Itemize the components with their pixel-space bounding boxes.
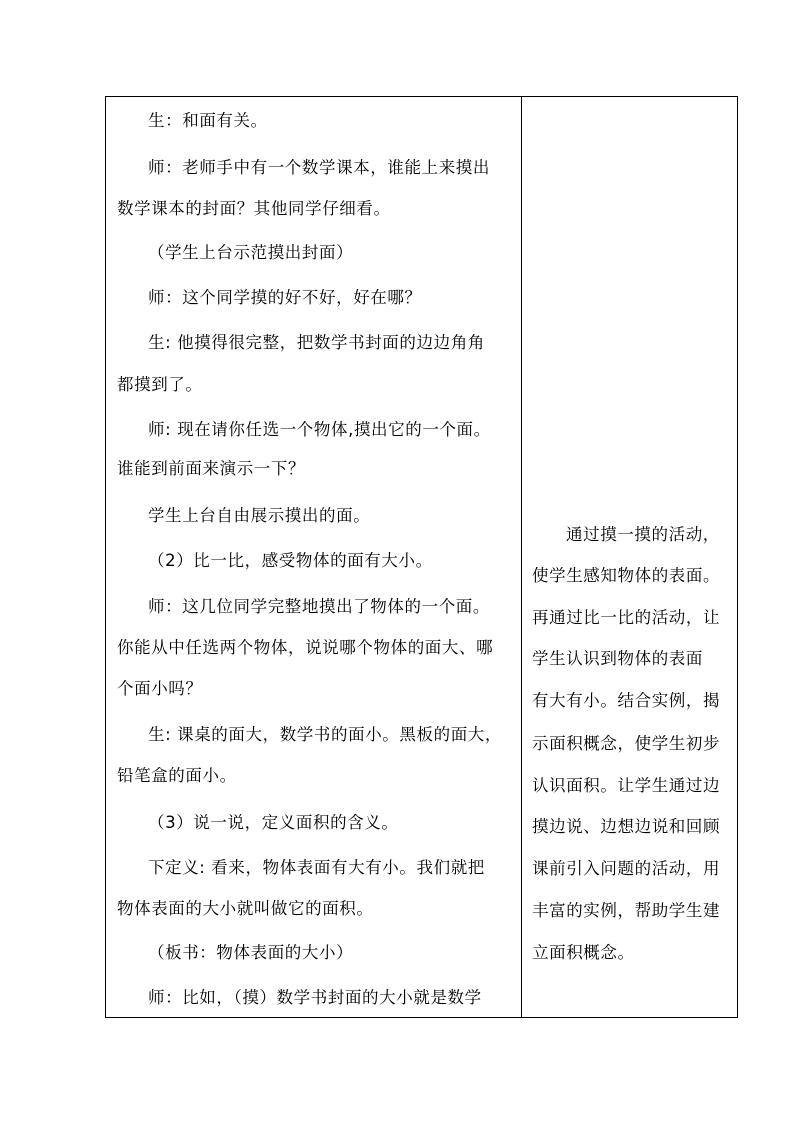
text-line: 摸边说、边想边说和回顾 [532, 817, 721, 836]
text-line: 下定义: 看来，物体表面有大有小。我们就把 [148, 858, 485, 877]
text-line: 使学生感知物体的表面。 [532, 566, 721, 585]
text-line: 数学课本的封面？其他同学仔细看。 [117, 199, 391, 218]
text-line: 师：这几位同学完整地摸出了物体的一个面。 [148, 597, 490, 616]
text-line: 学生认识到物体的表面 [532, 649, 703, 668]
text-line: 物体表面的大小就叫做它的面积。 [117, 899, 374, 918]
text-line: 认识面积。让学生通过边 [532, 776, 721, 795]
text-line: 师: 现在请你任选一个物体,摸出它的一个面。 [148, 420, 491, 439]
text-line: 丰富的实例，帮助学生建 [532, 901, 721, 920]
text-line: 铅笔盒的面小。 [117, 766, 237, 785]
text-line: 师：这个同学摸的好不好，好在哪？ [148, 288, 422, 307]
text-line: 生: 他摸得很完整，把数学书封面的边边角角 [148, 333, 485, 352]
text-line: 有大有小。结合实例，揭 [532, 691, 721, 710]
text-line: （3）说一说，定义面积的含义。 [148, 813, 399, 832]
text-line: 师：比如，（摸）数学书封面的大小就是数学 [148, 988, 482, 1007]
text-line: 立面积概念。 [532, 943, 635, 962]
text-line: 你能从中任选两个物体，说说哪个物体的面大、哪 [117, 638, 494, 657]
text-line: 通过摸一摸的活动， [566, 525, 720, 544]
design-intent-cell [522, 97, 737, 1017]
text-line: 生：和面有关。 [148, 111, 268, 130]
teaching-process-cell [106, 97, 522, 1017]
text-line: 个面小吗？ [117, 679, 203, 698]
text-line: 再通过比一比的活动，让 [532, 608, 721, 627]
lesson-table [105, 96, 738, 1018]
text-line: 示面积概念，使学生初步 [532, 734, 721, 753]
text-line: （学生上台示范摸出封面） [148, 243, 354, 262]
text-line: 生: 课桌的面大，数学书的面小。黑板的面大， [148, 725, 503, 744]
text-line: 学生上台自由展示摸出的面。 [148, 506, 371, 525]
text-line: 都摸到了。 [117, 375, 203, 394]
text-line: 师：老师手中有一个数学课本，谁能上来摸出 [148, 158, 490, 177]
text-line: （2）比一比，感受物体的面有大小。 [148, 551, 433, 570]
text-line: 谁能到前面来演示一下？ [117, 459, 306, 478]
text-line: 课前引入问题的活动，用 [532, 859, 721, 878]
text-line: （板书：物体表面的大小） [148, 943, 354, 962]
